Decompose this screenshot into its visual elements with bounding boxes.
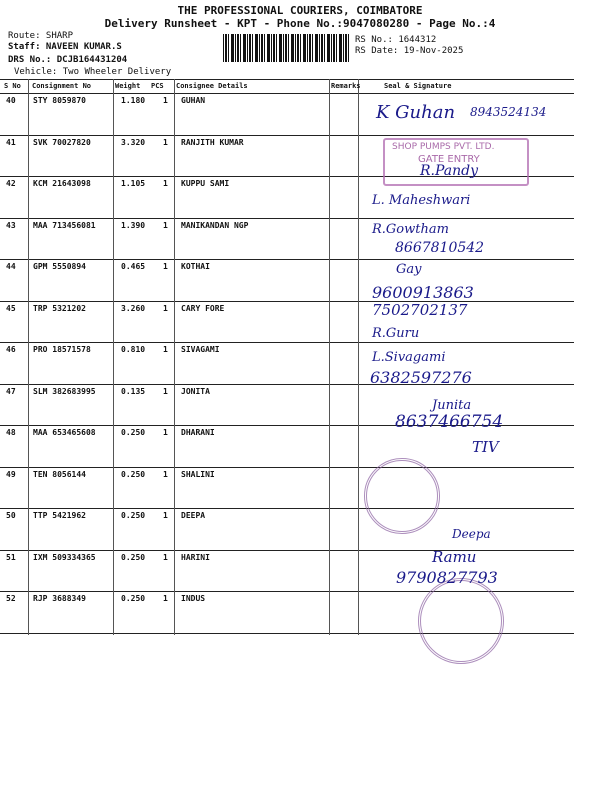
- col-weight: Weight: [115, 82, 141, 90]
- row-pcs: 1: [163, 594, 168, 603]
- row-consignee: GUHAN: [181, 96, 206, 105]
- barcode: [223, 34, 351, 62]
- signature-junita: Junita: [432, 398, 472, 413]
- signature-kothai: Gay: [396, 262, 422, 277]
- phone-guhan: 8943524134: [470, 105, 547, 119]
- round-seal-stamp-2: [418, 578, 504, 664]
- drs-number: DRS No.: DCJB164431204: [8, 55, 128, 65]
- row-pcs: 1: [163, 345, 168, 354]
- phone-kothai: 9600913863: [372, 283, 474, 302]
- signature-sivagami: L.Sivagami: [372, 350, 446, 365]
- row-consignment: SLM 382683995: [33, 387, 96, 396]
- phone-sivagami: 6382597276: [370, 368, 472, 387]
- row-consignee: DEEPA: [181, 511, 206, 520]
- row-sno: 45: [6, 304, 16, 313]
- row-pcs: 1: [163, 304, 168, 313]
- row-sno: 50: [6, 511, 16, 520]
- stamp-gate-entry: GATE ENTRY: [418, 154, 480, 165]
- row-consignee: CARY FORE: [181, 304, 225, 313]
- signature-gowtham: R.Gowtham: [372, 222, 449, 237]
- row-weight: 0.250: [121, 428, 146, 437]
- row-weight: 0.465: [121, 262, 146, 271]
- row-consignment: PRO 18571578: [33, 345, 91, 354]
- col-consignee: Consignee Details: [176, 82, 248, 90]
- row-weight: 0.135: [121, 387, 146, 396]
- row-sno: 42: [6, 179, 16, 188]
- row-consignee: INDUS: [181, 594, 206, 603]
- signature-guhan: K Guhan: [376, 102, 456, 123]
- row-weight: 3.320: [121, 138, 146, 147]
- row-weight: 0.250: [121, 470, 146, 479]
- row-sno: 46: [6, 345, 16, 354]
- col-signature: Seal & Signature: [384, 82, 452, 90]
- row-weight: 1.390: [121, 221, 146, 230]
- row-sno: 40: [6, 96, 16, 105]
- row-consignment: KCM 21643098: [33, 179, 91, 188]
- row-weight: 0.250: [121, 594, 146, 603]
- row-consignment: TTP 5421962: [33, 511, 86, 520]
- staff: Staff: NAVEEN KUMAR.S: [8, 42, 122, 52]
- row-weight: 0.250: [121, 553, 146, 562]
- round-seal-stamp: [364, 458, 440, 534]
- row-consignee: KOTHAI: [181, 262, 210, 271]
- row-sno: 41: [6, 138, 16, 147]
- col-consignment: Consignment No: [32, 82, 92, 90]
- runsheet-title: Delivery Runsheet - KPT - Phone No.:9047080280 - Page No.:4: [104, 17, 496, 30]
- row-sno: 51: [6, 553, 16, 562]
- row-weight: 0.250: [121, 511, 146, 520]
- company-name: THE PROFESSIONAL COURIERS, COIMBATORE: [177, 4, 423, 17]
- row-consignee: HARINI: [181, 553, 210, 562]
- row-sno: 47: [6, 387, 16, 396]
- row-pcs: 1: [163, 138, 168, 147]
- row-pcs: 1: [163, 428, 168, 437]
- signature-guru: R.Guru: [372, 326, 420, 341]
- col-pcs: PCS: [151, 82, 164, 90]
- row-sno: 48: [6, 428, 16, 437]
- row-consignment: TRP 5321202: [33, 304, 86, 313]
- row-consignment: STY 8059870: [33, 96, 86, 105]
- row-consignment: SVK 70027820: [33, 138, 91, 147]
- row-pcs: 1: [163, 96, 168, 105]
- row-weight: 0.810: [121, 345, 146, 354]
- row-sno: 44: [6, 262, 16, 271]
- row-consignment: IXM 509334365: [33, 553, 96, 562]
- rs-date: RS Date: 19-Nov-2025: [355, 46, 464, 56]
- row-pcs: 1: [163, 179, 168, 188]
- row-sno: 43: [6, 221, 16, 230]
- row-consignee: MANIKANDAN NGP: [181, 221, 249, 230]
- col-remarks: Remarks: [331, 82, 361, 90]
- row-pcs: 1: [163, 470, 168, 479]
- rs-number: RS No.: 1644312: [355, 35, 437, 45]
- route: Route: SHARP: [8, 31, 74, 41]
- stamp-company: SHOP PUMPS PVT. LTD.: [392, 142, 495, 152]
- row-consignment: MAA 713456081: [33, 221, 96, 230]
- row-consignment: MAA 653465608: [33, 428, 96, 437]
- row-pcs: 1: [163, 553, 168, 562]
- row-sno: 49: [6, 470, 16, 479]
- signature-tiv: TIV: [472, 438, 499, 456]
- row-weight: 1.180: [121, 96, 146, 105]
- row-pcs: 1: [163, 511, 168, 520]
- signature-harini: Ramu: [432, 548, 477, 566]
- signature-pandy: R.Pandy: [420, 163, 479, 179]
- row-weight: 3.260: [121, 304, 146, 313]
- row-pcs: 1: [163, 387, 168, 396]
- row-consignee: KUPPU SAMI: [181, 179, 230, 188]
- row-consignee: RANJITH KUMAR: [181, 138, 244, 147]
- row-consignee: JONITA: [181, 387, 210, 396]
- row-pcs: 1: [163, 221, 168, 230]
- row-consignment: GPM 5550894: [33, 262, 86, 271]
- row-pcs: 1: [163, 262, 168, 271]
- signature-deepa: Deepa: [452, 527, 491, 541]
- row-sno: 52: [6, 594, 16, 603]
- signature-maheshwari: L. Maheshwari: [372, 193, 471, 208]
- col-sno: S No: [4, 82, 21, 90]
- vehicle: Vehicle: Two Wheeler Delivery: [14, 67, 172, 77]
- row-consignee: SHALINI: [181, 470, 215, 479]
- phone-harini: 9790827793: [396, 568, 498, 587]
- row-consignee: DHARANI: [181, 428, 215, 437]
- phone-cary-fore: 7502702137: [372, 301, 468, 319]
- phone-junita: 8637466754: [395, 412, 504, 432]
- row-consignment: RJP 3688349: [33, 594, 86, 603]
- row-consignment: TEN 8056144: [33, 470, 86, 479]
- phone-gowtham: 8667810542: [395, 240, 485, 256]
- row-weight: 1.105: [121, 179, 146, 188]
- row-consignee: SIVAGAMI: [181, 345, 220, 354]
